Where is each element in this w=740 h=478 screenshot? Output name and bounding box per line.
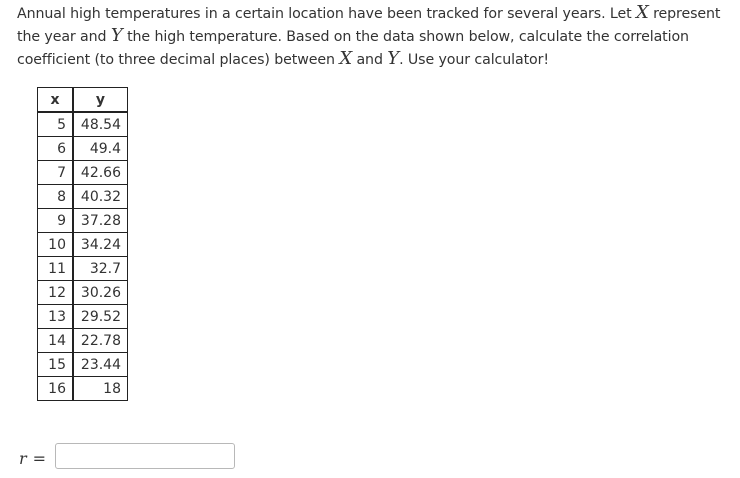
- cell-y: 30.26: [73, 281, 128, 305]
- answer-row: [19, 443, 46, 473]
- correlation-answer-input[interactable]: [55, 443, 235, 469]
- question-part-4: and: [352, 52, 388, 68]
- cell-x: 13: [38, 305, 74, 329]
- variable-x: X: [339, 48, 353, 69]
- cell-x: 14: [38, 329, 74, 353]
- table-row: [38, 209, 128, 233]
- cell-x: 9: [38, 209, 74, 233]
- cell-y: 18: [73, 377, 128, 401]
- table-row: [38, 161, 128, 185]
- variable-y: Y: [110, 25, 123, 46]
- cell-x: 11: [38, 257, 74, 281]
- cell-y: 37.28: [73, 209, 128, 233]
- column-header-y: y: [73, 88, 128, 113]
- question-text: [17, 2, 729, 71]
- variable-y: Y: [387, 48, 400, 69]
- data-table: [37, 87, 128, 401]
- table-row: [38, 305, 128, 329]
- answer-variable-label: r: [19, 448, 27, 468]
- table-row: [38, 329, 128, 353]
- table-row: [38, 137, 128, 161]
- cell-x: 12: [38, 281, 74, 305]
- cell-x: 16: [38, 377, 74, 401]
- variable-x: X: [635, 2, 649, 23]
- cell-x: 7: [38, 161, 74, 185]
- cell-x: 8: [38, 185, 74, 209]
- table-header-row: [38, 88, 128, 113]
- cell-x: 15: [38, 353, 74, 377]
- cell-x: 10: [38, 233, 74, 257]
- cell-y: 34.24: [73, 233, 128, 257]
- table-row: [38, 257, 128, 281]
- cell-y: 48.54: [73, 112, 128, 137]
- cell-y: 49.4: [73, 137, 128, 161]
- question-part-2: represent the year and: [17, 6, 721, 45]
- table-row: [38, 353, 128, 377]
- column-header-x: x: [38, 88, 74, 113]
- table-row: [38, 185, 128, 209]
- cell-y: 32.7: [73, 257, 128, 281]
- table-row: [38, 112, 128, 137]
- cell-y: 40.32: [73, 185, 128, 209]
- cell-y: 22.78: [73, 329, 128, 353]
- table-row: [38, 281, 128, 305]
- cell-x: 6: [38, 137, 74, 161]
- cell-y: 23.44: [73, 353, 128, 377]
- cell-x: 5: [38, 112, 74, 137]
- question-part-3: the high temperature. Based on the data shown below, calculate the correlation coefficient (to three decimal places) between: [17, 29, 689, 68]
- table-row: [38, 377, 128, 401]
- table-row: [38, 233, 128, 257]
- question-part-1: Annual high temperatures in a certain location have been tracked for several years. Let: [17, 6, 636, 22]
- cell-y: 42.66: [73, 161, 128, 185]
- equals-sign: =: [32, 448, 47, 468]
- question-part-5: . Use your calculator!: [399, 52, 549, 68]
- cell-y: 29.52: [73, 305, 128, 329]
